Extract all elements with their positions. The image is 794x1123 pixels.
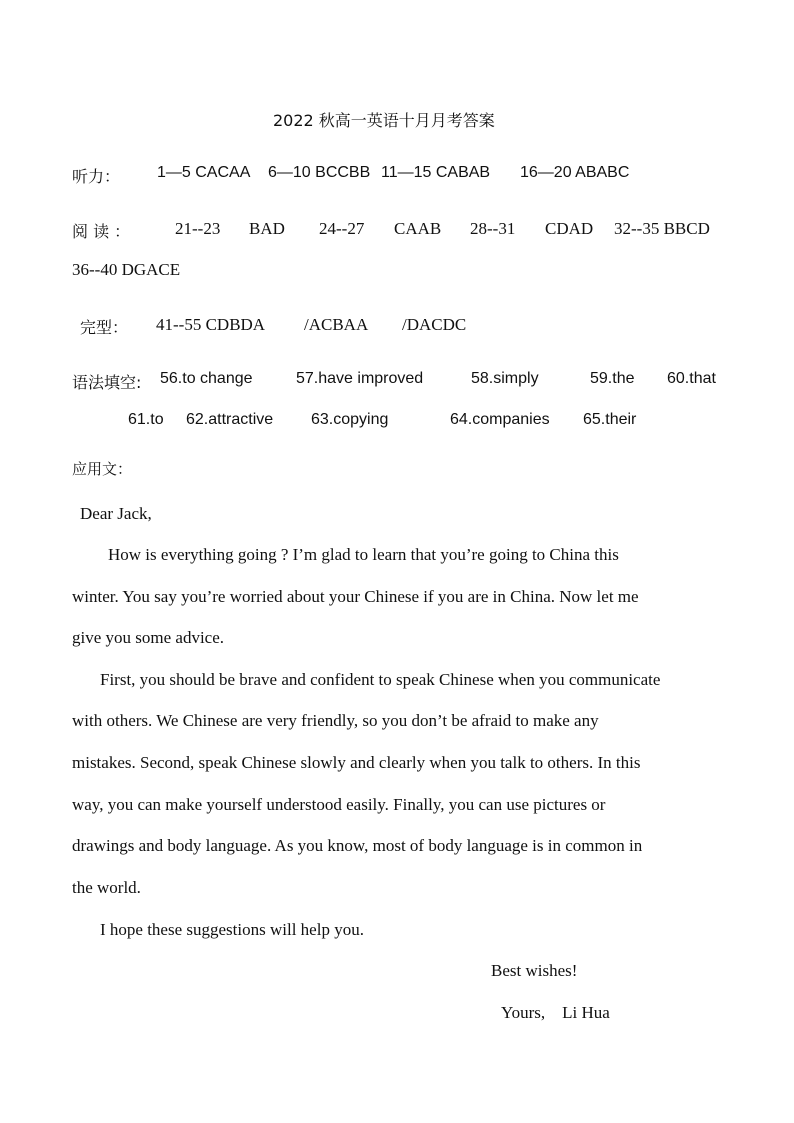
reading-answers-28-31: CDAD [545,219,594,238]
grammar-answer: 62.attractive [186,411,274,428]
grammar-answer: 56.to change [160,370,253,387]
cloze-label: 完型： [80,318,129,337]
grammar-answer: 63.copying [311,411,389,428]
letter-line: the world. [72,878,141,897]
listening-answers-1-5: 1—5 CACAA [157,164,251,181]
page-title: 2022 秋高一英语十月月考答案 [273,111,495,130]
cloze-answers-41-45: 41--55 CDBDA [156,315,266,334]
reading-answers-24-27: CAAB [394,219,442,238]
reading-range-21-23: 21--23 [175,219,221,238]
reading-range-24-27: 24--27 [319,219,365,238]
reading-answers-21-23: BAD [249,219,285,238]
reading-answers-32-35: 32--35 BBCD [614,219,710,238]
grammar-answer: 65.their [583,411,637,428]
listening-answers-6-10: 6—10 BCCBB [268,164,371,181]
grammar-answer: 58.simply [471,370,539,387]
letter-signoff: Yours, Li Hua [501,1003,610,1022]
cloze-answers-46-50: /ACBAA [304,315,369,334]
reading-range-28-31: 28--31 [470,219,516,238]
cloze-answers-51-55: /DACDC [402,315,467,334]
reading-label: 阅 读 ： [72,222,131,241]
grammar-answer: 57.have improved [296,370,424,387]
letter-line: I hope these suggestions will help you. [100,920,364,939]
letter-line: winter. You say you’re worried about your Chinese if you are in China. Now let me [72,587,639,606]
grammar-answer: 59.the [590,370,635,387]
writing-label: 应用文： [72,460,133,478]
letter-line: How is everything going ? I’m glad to learn that you’re going to China this [108,545,619,564]
listening-answers-16-20: 16—20 ABABC [520,164,630,181]
listening-answers-11-15: 11—15 CABAB [381,164,491,181]
letter-line: mistakes. Second, speak Chinese slowly and clearly when you talk to others. In this [72,753,641,772]
letter-line: drawings and body language. As you know, most of body language is in common in [72,836,643,855]
letter-line: give you some advice. [72,628,225,647]
grammar-answer: 64.companies [450,411,550,428]
letter-line: First, you should be brave and confident to speak Chinese when you communicate [100,670,661,689]
listening-label: 听力： [72,167,121,186]
reading-answers-36-40: 36--40 DGACE [72,260,181,279]
letter-greeting: Dear Jack, [80,504,152,523]
grammar-label: 语法填空: [72,373,142,392]
letter-line: way, you can make yourself understood easily. Finally, you can use pictures or [72,795,606,814]
grammar-answer: 60.that [667,370,716,387]
letter-closing: Best wishes! [491,961,578,980]
grammar-answer: 61.to [128,411,164,428]
letter-line: with others. We Chinese are very friendly, so you don’t be afraid to make any [72,711,599,730]
